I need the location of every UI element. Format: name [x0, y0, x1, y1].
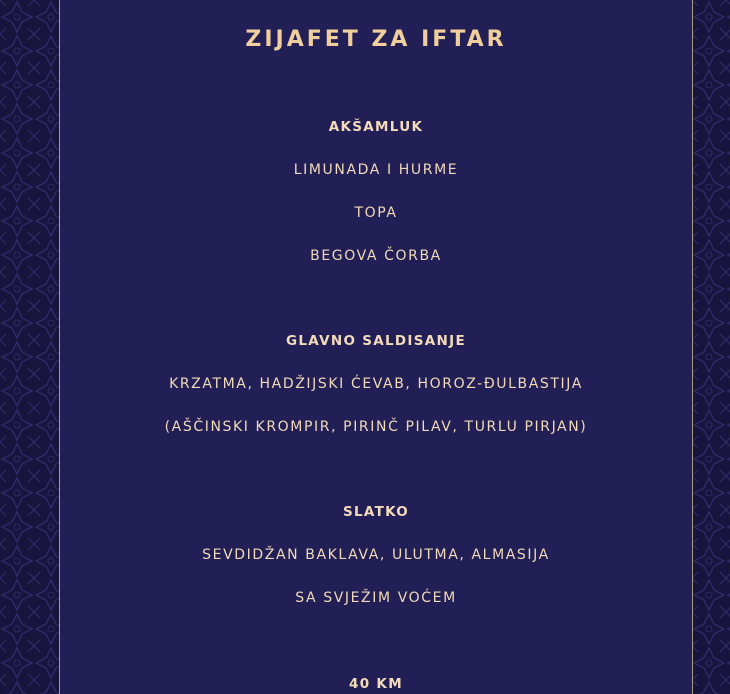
menu-item: KRZATMA, HADŽIJSKI ĆEVAB, HOROZ-ĐULBASTIJA	[169, 376, 583, 392]
section-heading-glavno: GLAVNO SALDISANJE	[286, 333, 466, 349]
right-ornament-border	[692, 0, 730, 694]
menu-title: ZIJAFET ZA IFTAR	[245, 27, 507, 52]
left-ornament-border	[0, 0, 62, 694]
menu-item: SA SVJEŽIM VOĆEM	[295, 590, 457, 606]
menu-item: SEVDIDŽAN BAKLAVA, ULUTMA, ALMASIJA	[202, 547, 550, 563]
menu-item: (AŠČINSKI KROMPIR, PIRINČ PILAV, TURLU PIRJAN)	[164, 419, 588, 435]
right-gold-rule	[692, 0, 693, 694]
menu-item: BEGOVA ČORBA	[310, 248, 442, 264]
menu-item: LIMUNADA I HURME	[293, 162, 459, 178]
menu-item: TOPA	[354, 205, 398, 221]
section-heading-slatko: SLATKO	[342, 504, 410, 520]
menu-price: 40 KM	[349, 676, 403, 692]
section-heading-aksamluk: AKŠAMLUK	[328, 119, 424, 135]
